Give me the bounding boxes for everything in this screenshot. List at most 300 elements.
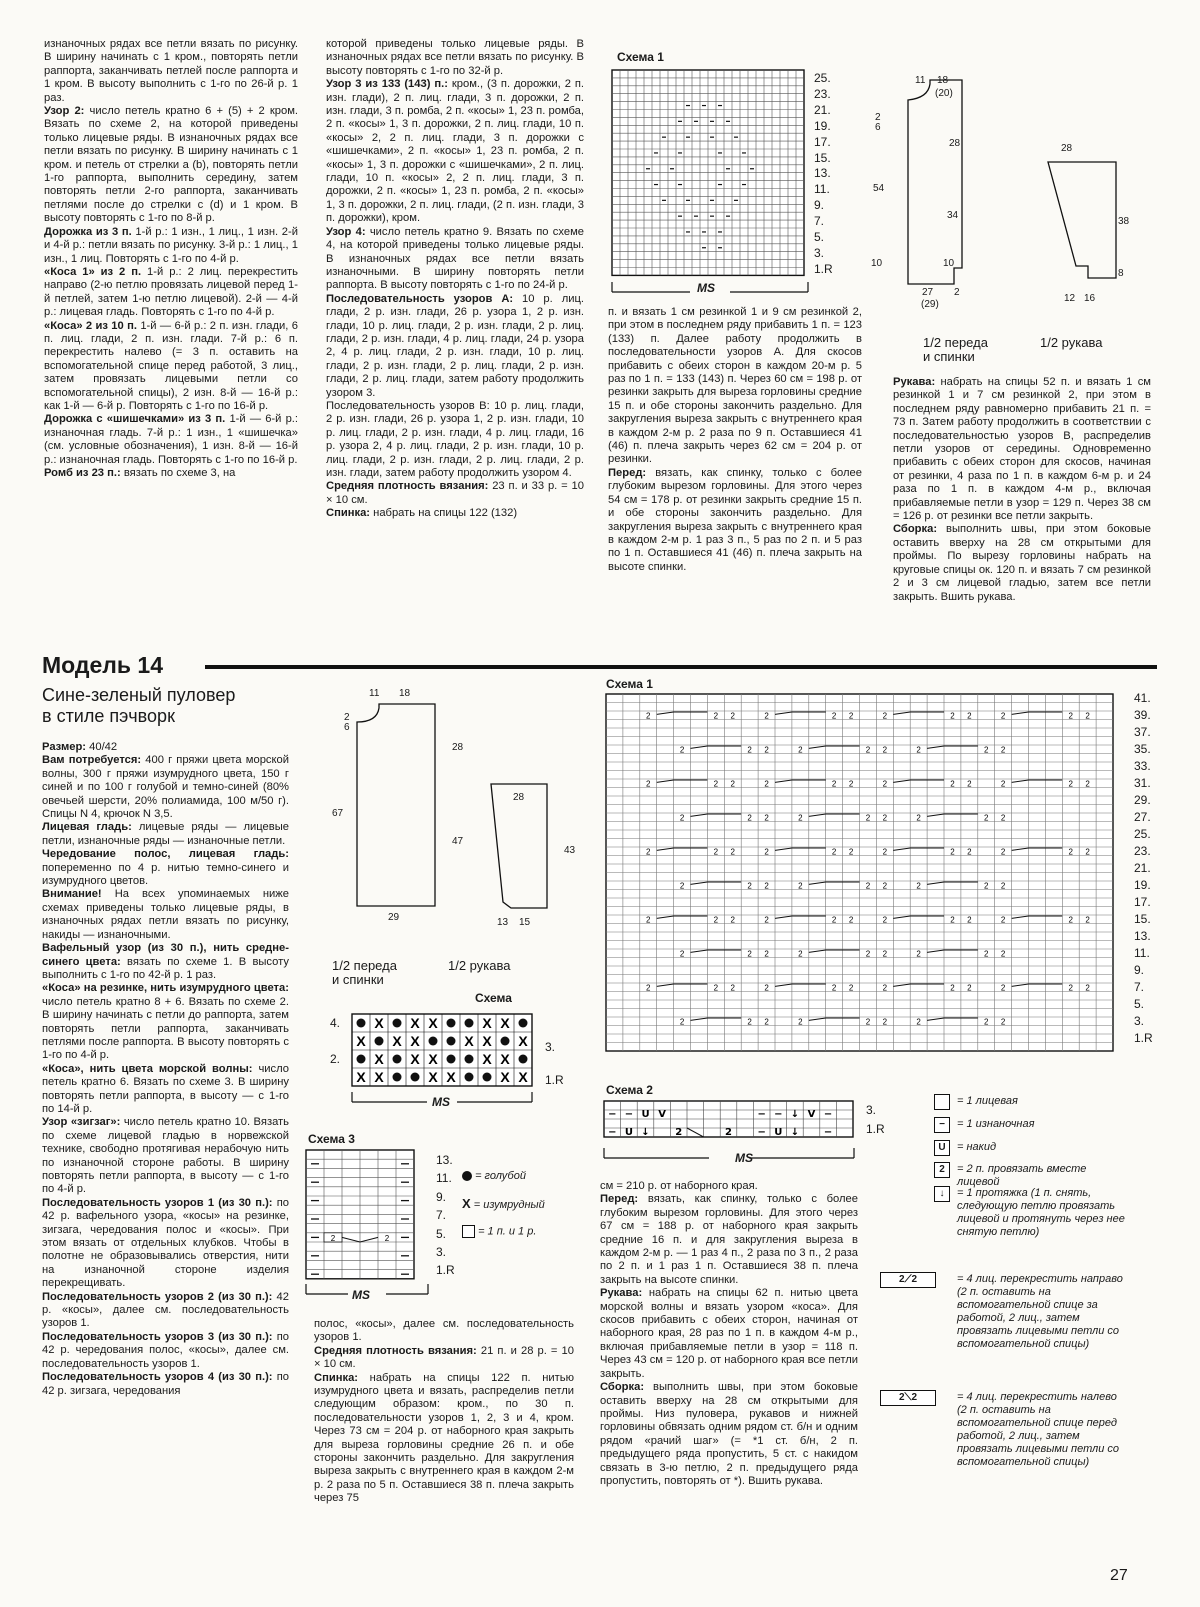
stitch-symbol: −: [757, 1109, 766, 1120]
cable-num: 2: [916, 745, 921, 755]
row-label: 21.: [1134, 861, 1151, 875]
dot-mark: [519, 1055, 528, 1064]
row-label: 7.: [814, 214, 825, 229]
cable-num: 2: [1000, 881, 1006, 891]
paragraph: [42, 1197, 289, 1291]
row-label: 15.: [1134, 912, 1151, 926]
paragraph-text: 40/42: [86, 741, 118, 753]
cable-num: 2: [950, 915, 955, 925]
cross-mark: X: [374, 1069, 384, 1085]
paragraph-text: число петель кратно 6 + (5) + 2 кром. Вязать по схеме 2, на которой приведены только лицевые ряды. В изнаночных рядах все петли вязать по рисунку. В ширину начинать с 1 кром. и петель от стрелки а (b), повторять петли 1-го раппорта, выполнить середину, затем повторять петли 2-го раппорта, заканчивать петлями после до стрелки с (d) и 1 кром. В высоту повторять с 1-го по 8-й р.: [44, 105, 298, 225]
paragraph: [326, 78, 584, 225]
cable-num: 2: [747, 1017, 752, 1027]
paragraph-text: число петель кратно 10. Вязать по схеме лицевой гладью в норвежской технике, свободно протягивая нерабочую нить по изнаночной стороне работы. В ширину повторять петли раппорта, в высоту — с 1-го по 4-й р.: [42, 1116, 289, 1196]
cable-num: 2: [1068, 983, 1073, 993]
cable-num: 2: [831, 779, 837, 789]
stitch-symbol: U: [774, 1127, 783, 1138]
paragraph-text: которой приведены только лицевые ряды. В изнаночных рядах все петли вязать по рисунку. В высоту повторять с 1-го по 32-й р.: [326, 38, 584, 77]
top-pattern-caption-1: 1/2 переда: [923, 335, 988, 350]
cable-num: 2: [831, 915, 837, 925]
paragraph: [42, 821, 289, 848]
dimension-label: 8: [1118, 268, 1124, 279]
text-column-3-bottom: [600, 1180, 858, 1590]
paragraph: [42, 848, 289, 888]
paragraph-heading: Спинка:: [326, 507, 371, 520]
paragraph: [42, 1371, 289, 1398]
cable-num: 2: [713, 847, 719, 857]
cable-num: 2: [798, 1017, 803, 1027]
cable-num: 2: [1085, 711, 1090, 721]
cross-mark: X: [410, 1015, 420, 1031]
paragraph-text: кром., (3 п. дорожки, 2 п. изн. глади), 2 п. лиц. глади, 3 п. дорожки, 2 п. изн. глади, 3 п. ромба, 2 п. «косы» 1, 23 п. ромба, 2 п. «косы» 1, 3 п. дорожки, 2 п. лиц. глади, 10 п. «косы» 2, 2 п. лиц. глади, 3 п. дорожки с «шишечками», 2 п. «косы» 1, 23 п. ромба, 2 п. «косы» 1, 3 п. дорожки с «шишечками», 2 п. лиц. глади, 10 п. «косы» 2, 2 п. лиц. глади, 3 п. дорожки, 2 п. «косы» 1, 23 п. ромба, 2 п. «косы» 1, 3 п. дорожки, 2 п. лиц. глади, (2 п. изн. глади, 3 п. дорожки), кром.: [326, 78, 584, 225]
dot-mark: [357, 1019, 366, 1028]
cable-num: 2: [679, 949, 685, 959]
paragraph-heading: Рукава:: [600, 1287, 643, 1300]
schema3-title: Схема 3: [308, 1132, 355, 1146]
paragraph-heading: Внимание!: [42, 888, 102, 901]
cable-num: 2: [882, 949, 888, 959]
cable-num: 2: [730, 711, 735, 721]
row-label: 23.: [1134, 844, 1151, 858]
dimension-label: 54: [873, 183, 885, 194]
stitch-symbol: V: [658, 1109, 666, 1120]
dimension-label: 12: [1064, 293, 1076, 304]
legend-symbol-icon: 2: [934, 1162, 950, 1178]
row-label: 39.: [1134, 708, 1151, 722]
row-label: 17.: [1134, 895, 1151, 909]
row-label: 11.: [1134, 946, 1150, 960]
cable-num: 2: [967, 915, 972, 925]
paragraph-text: набрать на спицы 52 п. и вязать 1 см резинкой 1 и 7 см резинкой 2, при этом в последнем ряду равномерно прибавить 21 п. = 73 п. Затем работу продолжить в соответствии с последовательностью узоров В, распределив петли узоров от середины. Одновременно прибавить с обеих сторон для скосов, начиная от резинки, 4 раза по 1 п. в каждом 6-м р. и 24 раза по 1 п. в каждом 4-м р., включая прибавляемые петли в узор = 129 п. Через 38 см = 126 р. от резинки все петли закрыть.: [893, 376, 1151, 523]
paragraph-heading: Последовательность узоров 3 (из 30 п.):: [42, 1330, 273, 1343]
stitch-symbol: 2: [725, 1127, 732, 1138]
paragraph-heading: Узор 3 из 133 (143) п.:: [326, 78, 448, 91]
cable-num: 2: [1000, 745, 1006, 755]
stitch-symbol: −: [774, 1109, 783, 1120]
row-label: 25.: [1134, 827, 1151, 841]
cable-num: 2: [848, 711, 854, 721]
mid-pattern-front-back: [355, 700, 455, 910]
text-column-4-top: [893, 376, 1151, 658]
dot-mark: [483, 1073, 492, 1082]
schema-small-row-3: 3.: [545, 1040, 556, 1054]
dot-mark: [393, 1055, 402, 1064]
paragraph-text: см = 210 р. от наборного края.: [600, 1180, 758, 1192]
paragraph: [326, 400, 584, 480]
row-label: 13.: [814, 166, 831, 181]
stitch-symbol: −: [608, 1127, 617, 1138]
cable-num: 2: [646, 711, 651, 721]
big-schema-title: Схема 1: [606, 677, 653, 691]
paragraph: [326, 226, 584, 293]
paragraph-heading: Размер:: [42, 741, 87, 753]
paragraph-heading: Чередование полос, лицевая гладь:: [42, 848, 289, 861]
dimension-label: (20): [935, 88, 953, 99]
cable-num: 2: [1068, 711, 1073, 721]
legend-text: = накид: [957, 1141, 997, 1153]
cable-num: 2: [882, 847, 888, 857]
cable-num: 2: [984, 1017, 989, 1027]
row-label: 11.: [814, 182, 830, 197]
row-label: 9.: [814, 198, 825, 213]
paragraph-text: число петель кратно 9. Вязать по схеме 4, на которой приведены только лицевые ряды. В изнаночных рядах все петли вязать изнаночными. В ширину повторять петли раппорта. В высоту повторять с 1-го по 24-й р.: [326, 225, 584, 292]
paragraph-text: 400 г пряжи цвета морской волны, 300 г пряжи изумрудного цвета, 150 г синей и по 100 г голубой и темно-синей (80% овечьей шерсти, 20% полиамида, 100 м/50 г). Спицы N 4, крючок N 3,5.: [42, 754, 289, 821]
paragraph: [326, 293, 584, 400]
paragraph: [42, 982, 289, 1062]
paragraph-text: вязать по схеме 3, на: [120, 467, 236, 479]
dot-mark: [393, 1019, 402, 1028]
legend-text: = 4 лиц. перекрестить направо (2 п. оставить на вспомогательной спице за работой, 2 лиц., затем провязать лицевыми петли со вспомогательной спицы): [957, 1273, 1123, 1350]
cable-num: 2: [1085, 847, 1090, 857]
cross-mark: X: [482, 1051, 492, 1067]
cable-num: 2: [713, 711, 719, 721]
cable-num: 2: [1000, 813, 1006, 823]
cable-num: 2: [764, 1017, 769, 1027]
legend-text: = 2 п. провязать вместе лицевой: [957, 1163, 1087, 1188]
paragraph-heading: «Коса», нить цвета морской волны:: [42, 1062, 253, 1075]
dimension-label: (29): [921, 299, 939, 310]
row-label: 29.: [1134, 793, 1151, 807]
paragraph-heading: Последовательность узоров 1 (из 30 п.):: [42, 1196, 273, 1209]
cross-mark: X: [374, 1015, 384, 1031]
cross-mark: X: [500, 1051, 510, 1067]
dot-mark: [411, 1073, 420, 1082]
cable-num: 2: [798, 745, 803, 755]
legend-symbol-icon: ↓: [934, 1186, 950, 1202]
dot-mark: [465, 1055, 474, 1064]
cable-num: 2: [1068, 847, 1073, 857]
cable-num: 2: [831, 847, 837, 857]
row-label: 1.R: [1134, 1031, 1153, 1045]
paragraph-heading: Спинка:: [314, 1371, 359, 1384]
paragraph-text: Последовательность узоров В: 10 р. лиц. глади, 2 р. изн. глади, 26 р. узора 1, 2 р. изн. глади, 10 р. лиц. глади, 2 р. изн. глади, 4 р. лиц. глади, 16 р. узора 2, 4 р. лиц. глади, 2 р. изн. глади, 10 р. лиц. глади, 2 р. изн. глади, 2 р. лиц. глади, 2 р. изн. глади, затем работу продолжить узором 4.: [326, 399, 584, 479]
cable-num: 2: [1068, 779, 1073, 789]
cross-mark: X: [500, 1069, 510, 1085]
text-column-2-top: [326, 38, 584, 638]
schema-small-grid: [352, 1014, 532, 1088]
row-label: 15.: [814, 150, 831, 165]
cable-num: 2: [747, 745, 752, 755]
legend-text: = 1 изнаночная: [957, 1118, 1035, 1130]
top-pattern-caption-2: 1/2 рукава: [1040, 335, 1103, 350]
paragraph-text: 23 п. и 33 р. = 10 × 10 см.: [326, 480, 584, 506]
cable-num: 2: [747, 813, 752, 823]
cable-num: 2: [1000, 915, 1006, 925]
model-header-rule: [205, 665, 1157, 669]
paragraph-heading: Сборка:: [893, 523, 938, 536]
dimension-label: 11: [369, 688, 380, 699]
cable-num: 2: [950, 983, 955, 993]
cable-num: 2: [764, 949, 769, 959]
paragraph-text: 1-й — 6-й р.: изнаночная гладь. 7-й р.: 1 изн., 1 «шишечка» (см. условные обозначения), 1 изн. 8-й — 16-й р.: изнаночная гладь. Повторять с 1-го по 16-й р.: [44, 413, 298, 466]
cable-num: 2: [730, 779, 735, 789]
row-label: 13.: [1134, 929, 1151, 943]
paragraph: [600, 1193, 858, 1287]
paragraph-text: 1-й р.: 1 изн., 1 лиц., 1 изн. 2-й и 4-й р.: петли вязать по рисунку. 3-й р.: 1 лиц., 1 изн., 1 лиц. Повторять с 1-го по 4-й р.: [44, 225, 298, 265]
text-column-1-top: [44, 38, 298, 638]
cable-num: 2: [1000, 779, 1006, 789]
dot-mark: [447, 1037, 456, 1046]
paragraph-text: 42 р. «косы», далее см. последовательность узоров 1.: [42, 1290, 289, 1330]
cross-mark: X: [374, 1051, 384, 1067]
big-schema-grid: [606, 694, 1132, 1054]
cable-num: 2: [882, 779, 888, 789]
dimension-label: 6: [875, 122, 881, 133]
paragraph-heading: Узор 4:: [326, 225, 366, 238]
page-number: 27: [1110, 1567, 1128, 1584]
row-label: 1.R: [814, 261, 833, 276]
row-label: 31.: [1134, 776, 1151, 790]
empty-cell-icon: [462, 1225, 475, 1238]
dimension-label: 38: [1118, 216, 1130, 227]
cable-num: 2: [831, 711, 837, 721]
cable-num: 2: [764, 881, 769, 891]
paragraph-heading: «Коса» 2 из 10 п.: [44, 319, 137, 332]
cable-num: 2: [1085, 983, 1090, 993]
schema-small-row-1r: 1.R: [545, 1073, 564, 1087]
cable-num: 2: [984, 813, 989, 823]
legend-symbol-icon: 2⟋2: [880, 1272, 936, 1288]
paragraph-text: вязать по схеме 1. В высоту выполнить с 1-го по 42-й р. 1 раз.: [42, 955, 289, 981]
paragraph-text: по 42 р. чередования полос, «косы», далее см. последовательность узоров 1.: [42, 1330, 289, 1370]
paragraph: [326, 38, 584, 78]
stitch-symbol: −: [823, 1127, 833, 1138]
legend-text: = 1 протяжка (1 п. снять, следующую петлю провязать лицевой и протянуть через нее снятую петлю): [957, 1187, 1125, 1238]
row-label: 33.: [1134, 759, 1151, 773]
paragraph: [893, 523, 1151, 603]
cable-num: 2: [679, 881, 685, 891]
cable-num: 2: [730, 983, 735, 993]
dimension-label: 18: [937, 75, 949, 86]
schema-small-ms: MS: [432, 1095, 450, 1109]
cable-num: 2: [882, 813, 888, 823]
stitch-symbol: V: [807, 1109, 816, 1120]
paragraph-text: изнаночных рядах все петли вязать по рисунку. В ширину начинать с 1 кром., повторять петли раппорта, заканчивать петлей после раппорта и 1 кром. В высоту выполнить с 1-го по 26-й р. 1 раз.: [44, 38, 298, 104]
paragraph: [600, 1287, 858, 1381]
top-schema1-ms: MS: [697, 281, 715, 295]
cable-num: 2: [916, 881, 921, 891]
cable-num: 2: [882, 983, 888, 993]
dot-mark: [465, 1019, 474, 1028]
row-label: 5.: [1134, 997, 1145, 1011]
paragraph-heading: Сборка:: [600, 1381, 645, 1394]
dimension-label: 10: [871, 258, 883, 269]
paragraph: [42, 1291, 289, 1331]
cross-mark: X: [410, 1033, 420, 1049]
dimension-label: 67: [332, 808, 344, 819]
cable-num: 2: [882, 881, 888, 891]
cable-num: 2: [882, 745, 888, 755]
paragraph-heading: Вам потребуется:: [42, 754, 142, 767]
cable-num: 2: [1000, 949, 1006, 959]
cable-num: 2: [713, 915, 719, 925]
row-label: 11.: [436, 1171, 452, 1186]
paragraph-text: 21 п. и 28 р. = 10 × 10 см.: [314, 1344, 574, 1371]
schema2-grid: [604, 1101, 854, 1141]
paragraph: [326, 480, 584, 507]
mid-pattern-caption-1: 1/2 переда: [332, 958, 397, 973]
dimension-label: 28: [452, 742, 464, 753]
cross-mark: X: [428, 1015, 438, 1031]
row-label: 9.: [1134, 963, 1145, 977]
cable-num: 2: [916, 949, 921, 959]
stitch-symbol: ↓: [790, 1127, 800, 1138]
cable-num: 2: [1000, 711, 1006, 721]
paragraph-text: число петель кратно 6. Вязать по схеме 3. В ширину повторять петли раппорта, в высоту — с 1-го по 14-й р.: [42, 1062, 289, 1115]
paragraph: [600, 1381, 858, 1488]
paragraph: [893, 376, 1151, 523]
cross-mark: X: [518, 1069, 528, 1085]
cable-num: 2: [798, 949, 803, 959]
paragraph-text: 1-й — 6-й р.: 2 п. изн. глади, 6 п. лиц. глади, 2 п. изн. глади. 7-й р.: 6 п. перекрестить налево (= 3 п. оставить на вспомогательной спице перед работой, 3 лиц., затем провязать лицевыми петли со вспомогательной спицы), 2 изн. 8-й — 16-й р.: как 1-й — 6-й р. Повторять с 1-го по 16-й р.: [44, 319, 298, 412]
cable-num: 2: [713, 779, 719, 789]
stitch-symbol: −: [624, 1109, 634, 1120]
row-label: 1.R: [436, 1263, 455, 1278]
paragraph-heading: Узор 2:: [44, 105, 85, 118]
paragraph: [42, 888, 289, 942]
cable-num: 2: [865, 1017, 871, 1027]
cable-num: 2: [916, 1017, 921, 1027]
cable-num: 2: [764, 711, 769, 721]
dot-mark: [447, 1055, 456, 1064]
dot-symbol-icon: [462, 1171, 472, 1181]
dimension-label: 27: [922, 287, 934, 298]
row-label: 17.: [814, 134, 831, 149]
cable-num: 2: [764, 847, 769, 857]
dot-mark: [429, 1037, 438, 1046]
schema3-legend-box: = 1 п. и 1 р.: [462, 1225, 536, 1238]
dot-mark: [519, 1019, 528, 1028]
cross-mark: X: [518, 1033, 528, 1049]
dimension-label: 2: [954, 287, 960, 298]
stitch-symbol: U: [624, 1127, 633, 1138]
row-label: 3.: [814, 245, 825, 260]
cross-mark: X: [428, 1051, 438, 1067]
cross-mark: X: [410, 1051, 420, 1067]
paragraph-text: выполнить швы, при этом боковые оставить вверху на 28 см открытыми для проймы. Низ пуловера, рукавов и нижней горловины обвязать одним рядом ст. б/н и одним рядом «рачий шаг» (= *1 ст. б/н, 2 п. предыдущего ряда пропустить, 5 ст. с накидом связать в 3-ю петлю, 2 п. предыдущего ряда пропустить, повторять от *). Вшить рукава.: [600, 1381, 858, 1487]
paragraph-text: по 42 р. зигзага, чередования: [42, 1371, 289, 1397]
cross-mark: X: [356, 1033, 366, 1049]
paragraph-heading: Последовательность узоров А:: [326, 292, 514, 305]
cable-num: 2: [764, 983, 769, 993]
row-label: 35.: [1134, 742, 1151, 756]
cable-num: 2: [1085, 779, 1090, 789]
cable-num: 2: [950, 779, 955, 789]
cross-symbol-icon: X: [462, 1196, 471, 1211]
cable-num: 2: [1000, 847, 1006, 857]
stitch-symbol: U: [641, 1109, 650, 1120]
cable-num: 2: [1000, 983, 1006, 993]
cable-num: 2: [764, 779, 769, 789]
cable-num: 2: [848, 983, 854, 993]
paragraph-text: полос, «косы», далее см. последовательность узоров 1.: [314, 1318, 574, 1344]
cable-num: 2: [764, 813, 769, 823]
paragraph: [44, 226, 298, 266]
paragraph: [44, 467, 298, 480]
dimension-label: 13: [497, 917, 509, 928]
cross-mark: X: [500, 1015, 510, 1031]
paragraph-heading: Ромб из 23 п.:: [44, 467, 121, 479]
paragraph: [44, 320, 298, 414]
top-schema1-title: Схема 1: [617, 50, 664, 64]
row-label: 23.: [814, 86, 831, 101]
paragraph: [42, 1331, 289, 1371]
paragraph-text: вязать, как спинку, только с более глубоким вырезом горловины. Для этого через 54 см = 178 р. от резинки закрыть средние 15 п. и обе стороны закончить раздельно. Для закругления выреза закрыть с внутреннего края в каждом 2-м р. 1 раз 3 п., 5 раз по 2 п. и 5 раз по 1 п. Оставшиеся 41 (46) п. плеча закрыть на высоте спинки.: [608, 466, 862, 573]
text-column-2-bottom: [314, 1318, 574, 1590]
cable-num: 2: [384, 1233, 390, 1243]
cable-num: 2: [967, 711, 972, 721]
cross-mark: X: [446, 1069, 456, 1085]
row-label: 25.: [814, 71, 831, 85]
paragraph-text: набрать на спицы 122 п. нитью изумрудного цвета и вязать, распределив петли следующим образом: кром., по 30 п. последовательности узоров 1, 2, 3 и 4, кром. Через 73 см = 204 р. от наборного края закрыть для выреза горловины средние 26 п. и обе стороны закончить раздельно. Для закругления выреза закрыть с внутреннего края в каждом 2-м р. 2 раза по 5 п. Оставшиеся 38 п. плеча закрыть через 75: [314, 1371, 574, 1505]
paragraph-text: вязать, как спинку, только с более глубоким вырезом горловины. Для этого через 67 см = 188 р. от наборного края закрыть средние 16 п. и для закругления выреза в каждом 2-м р. — 1 раз 4 п., 2 раза по 3 п., 2 раза по 2 п. и 1 раз 1 п. Оставшиеся 38 п. плеча закрыть на высоте спинки.: [600, 1193, 858, 1286]
top-schema1-ms-arrow: [612, 280, 808, 300]
cable-num: 2: [848, 915, 854, 925]
cable-num: 2: [882, 1017, 888, 1027]
paragraph: [600, 1180, 858, 1193]
top-pattern-front-back: [870, 70, 980, 310]
cross-mark: X: [482, 1033, 492, 1049]
cable-num: 2: [984, 949, 989, 959]
paragraph-heading: Дорожка из 3 п.: [44, 225, 132, 238]
dimension-label: 34: [947, 210, 959, 221]
paragraph: [314, 1345, 574, 1372]
paragraph-text: п. и вязать 1 см резинкой 1 и 9 см резинкой 2, при этом в последнем ряду прибавить 1 п. = 123 (133) п. Далее работу продолжить в последовательности узоров А. Для скосов прибавить с обеих сторон в каждом 20-м р. 5 раз по 1 п. = 133 (143) п. Через 60 см = 198 р. от резинки закрыть для выреза горловины средние 15 п. и обе стороны закончить раздельно. Для закругления выреза закрыть с внутреннего края в каждом 2-м р. 2 раза по 9 п. Оставшиеся 41 (46) п. плеча закрыть через 62 см = 204 р. от резинки.: [608, 306, 862, 466]
paragraph-heading: Перед:: [608, 466, 647, 479]
paragraph-text: 1-й р.: 2 лиц. перекрестить направо (2-ю петлю провязать лицевой перед 1-й петлей, затем 1-ю петлю лицевой). 2-й — 4-й р.: лицевая гладь. Повторять с 1-го по 4-й р.: [44, 265, 298, 319]
cross-mark: X: [482, 1015, 492, 1031]
paragraph: [44, 266, 298, 320]
paragraph: [608, 306, 862, 467]
schema3-ms: MS: [352, 1288, 370, 1302]
paragraph-heading: Средняя плотность вязания:: [314, 1344, 477, 1357]
schema-small-row-4: 4.: [330, 1016, 341, 1030]
cross-mark: X: [392, 1033, 402, 1049]
schema2-ms: MS: [735, 1151, 753, 1165]
cable-num: 2: [646, 983, 651, 993]
cable-num: 2: [865, 949, 871, 959]
row-label: 7.: [436, 1208, 447, 1223]
paragraph: [42, 1063, 289, 1117]
paragraph: [42, 1116, 289, 1196]
paragraph: [44, 413, 298, 467]
row-label: 7.: [1134, 980, 1145, 994]
stitch-symbol: −: [757, 1127, 766, 1138]
paragraph-text: 10 р. лиц. глади, 2 р. изн. глади, 26 р. узора 1, 2 р. изн. глади, 10 р. лиц. глади, 2 р. изн. глади, 2 р. лиц. глади, 2 р. изн. глади, 4 р. лиц. глади, 24 р. узора 2, 4 р. лиц. глади, 2 р. изн. глади, 10 р. лиц. глади, 2 р. изн. глади, 2 р. лиц. глади, 2 р. изн. глади, 2 р. лиц. глади, затем работу продолжить узором 3.: [326, 292, 584, 399]
schema3-legend-dot: = голубой: [462, 1170, 526, 1183]
cable-num: 2: [984, 745, 989, 755]
dimension-label: 29: [388, 912, 400, 923]
dot-mark: [375, 1037, 384, 1046]
dimension-label: 47: [452, 836, 464, 847]
dot-mark: [465, 1073, 474, 1082]
paragraph-heading: «Коса» на резинке, нить изумрудного цвета:: [42, 982, 289, 995]
paragraph: [42, 741, 289, 754]
row-label: 19.: [1134, 878, 1151, 892]
paragraph-heading: Перед:: [600, 1193, 639, 1206]
cable-num: 2: [1000, 1017, 1006, 1027]
cable-num: 2: [882, 915, 888, 925]
dot-mark: [447, 1019, 456, 1028]
paragraph: [326, 507, 584, 520]
paragraph-heading: Последовательность узоров 4 (из 30 п.):: [42, 1371, 273, 1384]
cable-num: 2: [679, 813, 685, 823]
paragraph-text: набрать на спицы 62 п. нитью цвета морской волны и вязать узором «коса». Для скосов прибавить с обеих сторон, начиная от наборного края, 28 раз по 1 п. в каждом 4-м р., включая прибавляемые петли в узор = 118 п. Через 43 см = 120 р. от наборного края все петли закрыть.: [600, 1287, 858, 1380]
schema2-row-1r: 1.R: [866, 1122, 885, 1136]
text-column-3-top: [608, 306, 862, 646]
row-label: 9.: [436, 1189, 447, 1204]
cable-num: 2: [865, 745, 871, 755]
